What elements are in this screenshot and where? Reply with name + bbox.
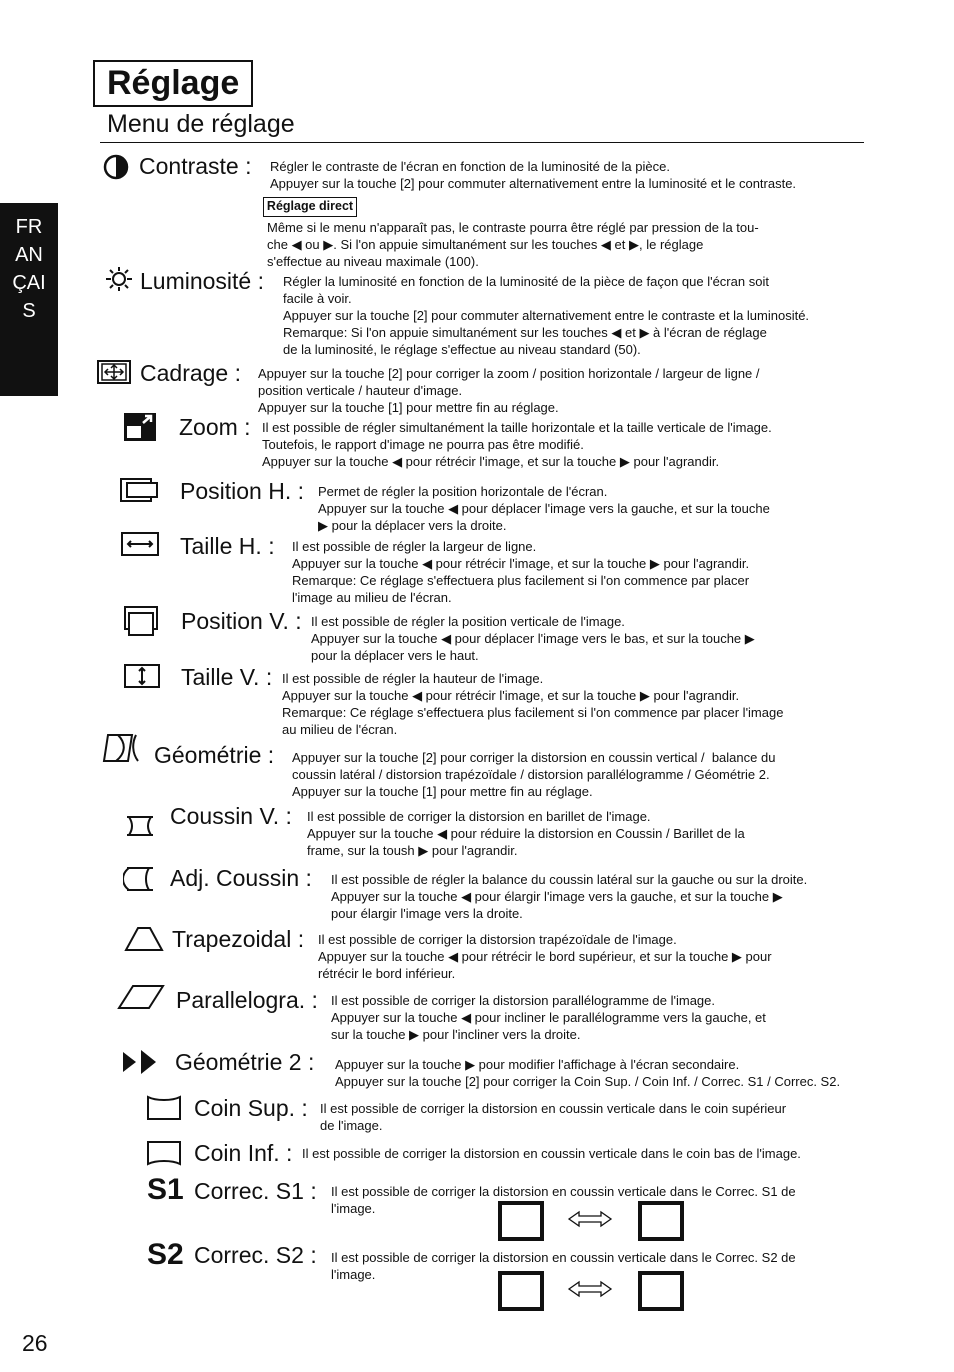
- geometrie-label: Géométrie :: [154, 742, 275, 768]
- position-v-text: Il est possible de régler la position verticale de l'image. Appuyer sur la touche ◀ pour déplacer l'image vers le bas, et sur la touche ▶ pour la déplacer vers le haut.: [311, 614, 755, 663]
- s1-badge: S1: [147, 1173, 184, 1206]
- coussin-v-icon: [125, 815, 155, 837]
- reglage-direct-label: Réglage direct: [263, 197, 357, 217]
- page-number: 26: [22, 1330, 48, 1356]
- correc-s2-arrow-icon: [567, 1280, 613, 1298]
- geometrie-2-text: Appuyer sur la touche ▶ pour modifier l'affichage à l'écran secondaire. Appuyer sur la touche [2] pour corriger la Coin Sup. / Coin Inf. / Correc. S1 / Correc. S2.: [335, 1057, 841, 1089]
- zoom-icon: [123, 412, 157, 442]
- geometrie-2-icon: [120, 1048, 164, 1076]
- page-title: Réglage: [107, 64, 240, 102]
- contrast-icon: [103, 154, 129, 180]
- correc-s1-before-icon: [497, 1200, 545, 1242]
- position-h-text: Permet de régler la position horizontale de l'écran. Appuyer sur la touche ◀ pour déplacer l'image vers la gauche, et sur la touche ▶ pour la déplacer vers la droite.: [318, 484, 770, 533]
- trapezoidal-icon: [124, 926, 164, 952]
- correc-s2-label: Correc. S2 :: [194, 1242, 317, 1268]
- correc-s2-after-icon: [637, 1270, 685, 1312]
- cadrage-label: Cadrage :: [140, 360, 242, 386]
- cadrage-text: Appuyer sur la touche [2] pour corriger la zoom / position horizontale / largeur de ligne / position verticale / hauteur d'image. Appuyer sur la touche [1] pour mettre fin au réglage.: [258, 366, 760, 415]
- page-subtitle: Menu de réglage: [107, 110, 295, 138]
- luminosite-label: Luminosité :: [140, 268, 265, 294]
- correc-s1-text: Il est possible de corriger la distorsion en coussin verticale dans le Correc. S1 de l'image.: [331, 1184, 796, 1216]
- position-v-icon: [124, 606, 158, 636]
- s2-badge: S2: [147, 1238, 184, 1271]
- coussin-v-label: Coussin V. :: [170, 803, 292, 829]
- title-rule: [100, 142, 864, 143]
- cadrage-icon: [97, 360, 131, 384]
- position-h-icon: [120, 478, 160, 502]
- coin-sup-label: Coin Sup. :: [194, 1095, 308, 1121]
- coussin-v-text: Il est possible de corriger la distorsion en barillet de l'image. Appuyer sur la touche ◀ pour réduire la distorsion en Coussin / Barillet de la frame, sur la toush ▶ pour l'agrandir.: [307, 809, 745, 858]
- geometrie-text: Appuyer sur la touche [2] pour corriger la distorsion en coussin vertical / balance du coussin latéral / distorsion trapézoïdale / distorsion parallélogramme / Géométrie 2. Appuyer sur la touche [1] pour mettre fin au réglage.: [292, 750, 776, 799]
- brightness-icon: [104, 266, 134, 292]
- parallelogra-text: Il est possible de corriger la distorsion parallélogramme de l'image. Appuyer sur la touche ◀ pour incliner le parallélogramme vers la gauche, et sur la touche ▶ pour l'incliner vers la droite.: [331, 993, 766, 1042]
- coin-inf-label: Coin Inf. :: [194, 1140, 293, 1166]
- zoom-label: Zoom :: [179, 414, 251, 440]
- reglage-direct-text: Même si le menu n'apparaît pas, le contraste pourra être réglé par pression de la tou- che ◀ ou ▶. Si l'on appuie simultanément sur les touches ◀ et ▶, le réglage s'effectue au niveau maximale (100).: [267, 220, 759, 269]
- coin-inf-text: Il est possible de corriger la distorsion en coussin verticale dans le coin bas de l'image.: [302, 1146, 801, 1161]
- parallelogra-label: Parallelogra. :: [176, 987, 318, 1013]
- adj-coussin-icon: [123, 866, 157, 892]
- correc-s2-text: Il est possible de corriger la distorsion en coussin verticale dans le Correc. S2 de l'image.: [331, 1250, 796, 1282]
- luminosite-text: Régler la luminosité en fonction de la luminosité de la pièce de façon que l'écran soit facile à voir. Appuyer sur la touche [2] pour commuter alternativement entre le contraste et la luminosité. Remarque: Si l'on appuie simultanément sur les touches ◀ et ▶ à l'écran de réglage de la luminosité, le réglage s'effectue au niveau standard (50).: [283, 274, 810, 357]
- taille-v-icon: [124, 664, 160, 688]
- zoom-text: Il est possible de régler simultanément la taille horizontale et la taille verticale de l'image. Toutefois, le rapport d'image ne pourra pas être modifié. Appuyer sur la touche ◀ pour rétrécir l'image, et sur la touche ▶ pour l'agrandir.: [262, 420, 772, 469]
- parallelogram-icon: [117, 984, 167, 1010]
- language-tab-label: FRANÇAIS: [12, 216, 46, 322]
- position-h-label: Position H. :: [180, 478, 304, 504]
- adj-coussin-text: Il est possible de régler la balance du coussin latéral sur la gauche ou sur la droite. Appuyer sur la touche ◀ pour élargir l'image vers la gauche, et sur la touche ▶ pour élargir l'image vers la droite.: [331, 872, 808, 921]
- geometrie-icon: [102, 731, 144, 765]
- taille-v-label: Taille V. :: [181, 664, 273, 690]
- page-title-box: [93, 60, 253, 107]
- coin-inf-icon: [146, 1140, 182, 1168]
- contraste-text: Régler le contraste de l'écran en fonction de la luminosité de la pièce. Appuyer sur la touche [2] pour commuter alternativement entre la luminosité et le contraste.: [270, 159, 797, 191]
- correc-s1-arrow-icon: [567, 1210, 613, 1228]
- correc-s1-after-icon: [637, 1200, 685, 1242]
- correc-s1-label: Correc. S1 :: [194, 1178, 317, 1204]
- coin-sup-text: Il est possible de corriger la distorsion en coussin verticale dans le coin supérieur de l'image.: [320, 1101, 787, 1133]
- taille-h-text: Il est possible de régler la largeur de ligne. Appuyer sur la touche ◀ pour rétrécir l'image, et sur la touche ▶ pour l'agrandir. Remarque: Ce réglage s'effectuera plus facilement si l'on commence par placer l'image au milieu de l'écran.: [292, 539, 750, 605]
- taille-v-text: Il est possible de régler la hauteur de l'image. Appuyer sur la touche ◀ pour rétrécir l'image, et sur la touche ▶ pour l'agrandir. Remarque: Ce réglage s'effectuera plus facilement si l'on commence par placer l'image au milieu de l'écran.: [282, 671, 784, 737]
- taille-h-label: Taille H. :: [180, 533, 275, 559]
- adj-coussin-label: Adj. Coussin :: [170, 865, 312, 891]
- position-v-label: Position V. :: [181, 608, 302, 634]
- trapezoidal-label: Trapezoidal :: [172, 926, 305, 952]
- trapezoidal-text: Il est possible de corriger la distorsion trapézoïdale de l'image. Appuyer sur la touche ◀ pour rétrécir le bord supérieur, et sur la touche ▶ pour rétrécir le bord inférieur.: [318, 932, 772, 981]
- contraste-label: Contraste :: [139, 153, 252, 179]
- correc-s2-before-icon: [497, 1270, 545, 1312]
- language-tab: [0, 203, 58, 396]
- coin-sup-icon: [146, 1095, 182, 1121]
- geometrie-2-label: Géométrie 2 :: [175, 1049, 315, 1075]
- taille-h-icon: [121, 532, 159, 556]
